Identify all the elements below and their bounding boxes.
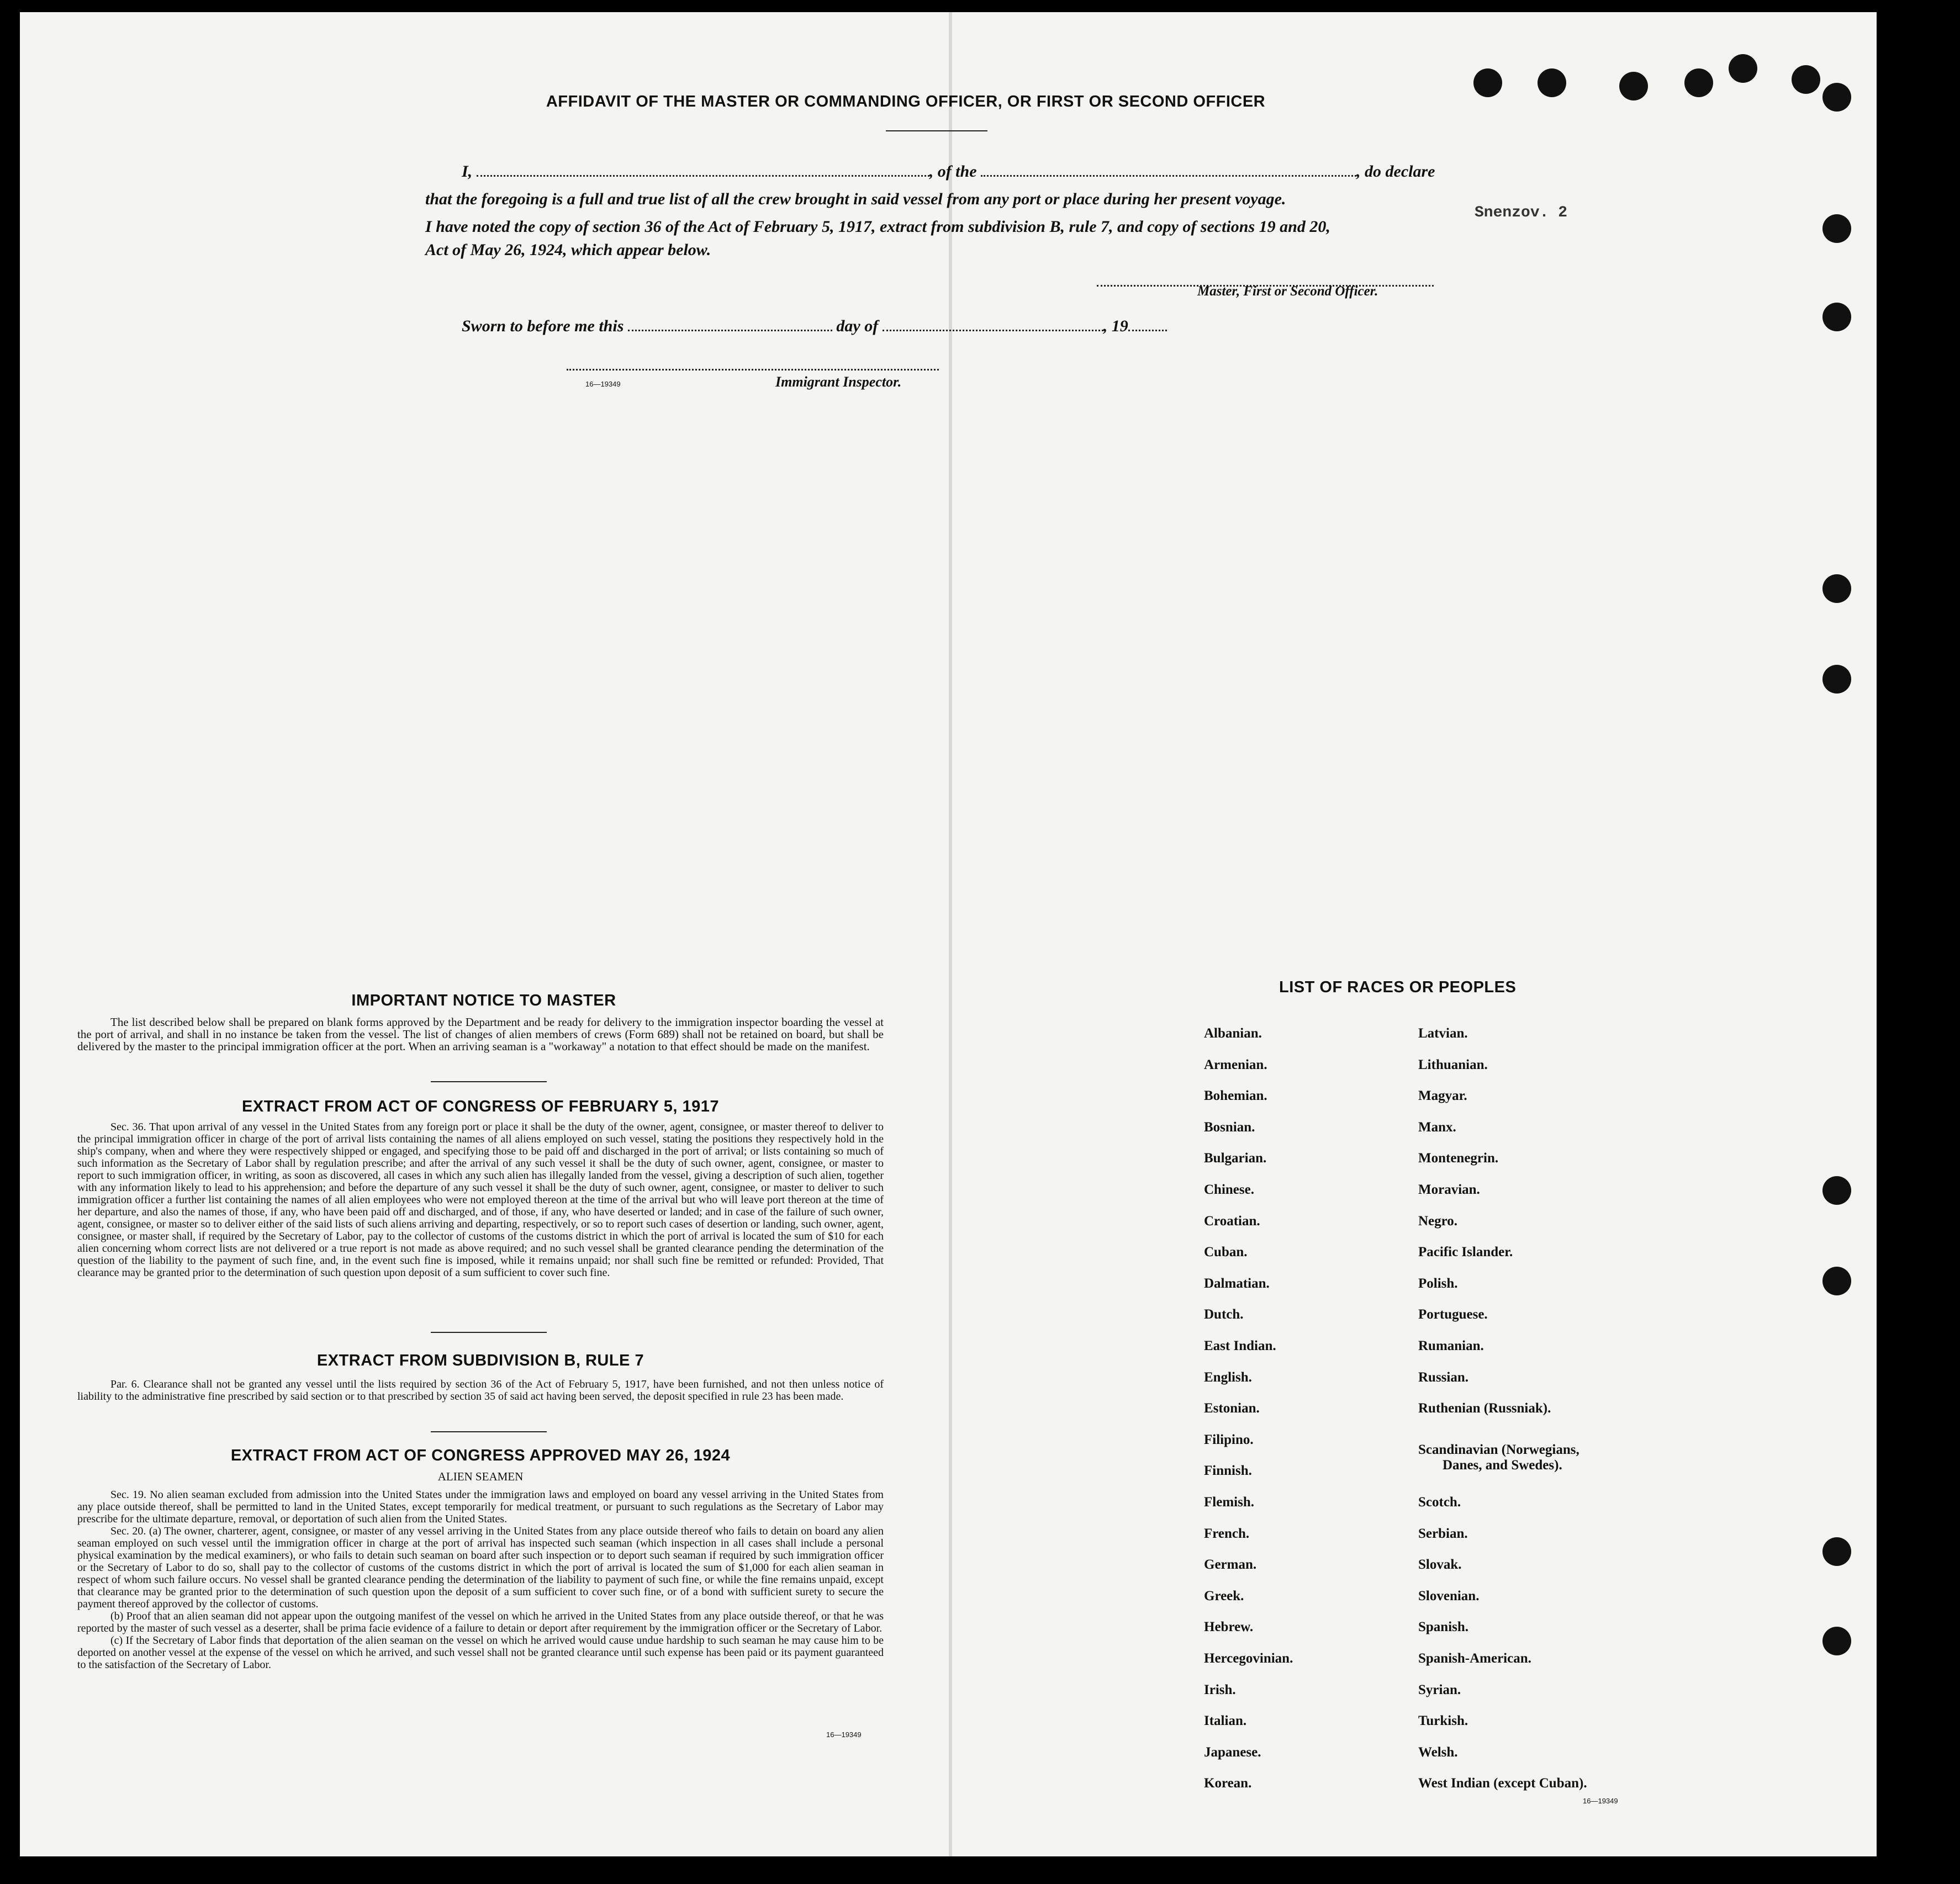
affidavit-title: AFFIDAVIT OF THE MASTER OR COMMANDING OFFICER, OR FIRST OR SECOND OFFICER — [546, 93, 1266, 110]
form-number-left: 16—19349 — [826, 1730, 862, 1739]
race-item: Filipino. — [1204, 1432, 1254, 1447]
sworn-year-field[interactable] — [1128, 319, 1167, 331]
race-item: Albanian. — [1204, 1026, 1262, 1041]
divider — [431, 1431, 547, 1432]
race-item: English. — [1204, 1369, 1252, 1385]
sec20b-text: (b) Proof that an alien seaman did not appear upon the outgoing manifest of the vessel on which he arrived in the United States from any place outside thereof, or that he was reported by the master of such vessel as a deserter, shall be prima facie evidence of a failure to detain or deport after requirement by the immigration officer or the Secretary of Labor. — [77, 1610, 884, 1634]
extract-1924-title: EXTRACT FROM ACT OF CONGRESS APPROVED MAY 26, 1924 — [230, 1447, 731, 1464]
race-item: Slovenian. — [1418, 1588, 1480, 1603]
race-item: Armenian. — [1204, 1057, 1267, 1072]
race-item: Turkish. — [1418, 1713, 1468, 1729]
race-item: German. — [1204, 1557, 1257, 1573]
race-item: Syrian. — [1418, 1682, 1461, 1697]
sworn-month-field[interactable] — [883, 319, 1103, 331]
race-item: Finnish. — [1204, 1463, 1252, 1479]
declaration-line-4: Act of May 26, 1924, which appear below. — [425, 241, 711, 259]
race-item: Magyar. — [1418, 1088, 1467, 1104]
punch-hole — [1822, 574, 1851, 603]
inspector-signature-line[interactable] — [567, 369, 939, 371]
sec20c-text: (c) If the Secretary of Labor finds that deportation of the alien seaman on the vessel on which he arrived would cause undue hardship to such seaman he may cause him to be deported on another vessel at the expense of the vessel on which he arrived, and such vessel shall not be granted clearance until such expense has been paid or its payment guaranteed to the satisfaction of the Secretary of Labor. — [77, 1634, 884, 1671]
sworn-day-field[interactable] — [628, 319, 832, 331]
race-item: Ruthenian (Russniak). — [1418, 1401, 1551, 1416]
divider — [431, 1081, 547, 1082]
declaration-line-2: that the foregoing is a full and true list of all the crew brought in said vessel from any port or place during her present voyage. — [425, 190, 1286, 208]
race-item: Italian. — [1204, 1713, 1247, 1729]
punch-hole — [1684, 68, 1713, 97]
race-item: Moravian. — [1418, 1182, 1480, 1197]
race-item: Welsh. — [1418, 1744, 1458, 1760]
master-label: Master, First or Second Officer. — [1197, 284, 1378, 299]
race-item: Flemish. — [1204, 1495, 1254, 1510]
race-item: Rumanian. — [1418, 1338, 1484, 1353]
race-item: Scotch. — [1418, 1495, 1461, 1510]
race-item: West Indian (except Cuban). — [1418, 1776, 1587, 1791]
declaration-line-3: I have noted the copy of section 36 of the Act of February 5, 1917, extract from subdivision B, rule 7, and copy of sections 19 and 20, — [425, 218, 1330, 236]
race-item: Slovak. — [1418, 1557, 1462, 1573]
race-item: Japanese. — [1204, 1744, 1261, 1760]
race-item: Serbian. — [1418, 1526, 1468, 1541]
punch-hole — [1792, 65, 1820, 94]
race-item: Chinese. — [1204, 1182, 1254, 1197]
race-item: Latvian. — [1418, 1026, 1468, 1041]
race-item: Spanish-American. — [1418, 1651, 1531, 1666]
race-item: Spanish. — [1418, 1620, 1469, 1635]
race-item: Dalmatian. — [1204, 1276, 1270, 1291]
punch-hole — [1822, 665, 1851, 694]
ink-stamp: Snenzov. 2 — [1475, 204, 1568, 221]
race-item: Irish. — [1204, 1682, 1236, 1697]
form-number-right: 16—19349 — [1583, 1797, 1618, 1805]
notice-text: The list described below shall be prepared on blank forms approved by the Department and be ready for delivery to the immigration inspector boarding the vessel at the port of arrival, and shall in no instance be taken from the vessel. The list of changes of alien members of crews (Form 689) shall not be retained on board, but shall be delivered by the master to the principal immigration officer at the port. When an arriving seaman is a "workaway" a notation to that effect should be made on the manifest. — [77, 1015, 884, 1053]
race-item: Bulgarian. — [1204, 1151, 1267, 1166]
punch-hole — [1473, 68, 1502, 97]
sec19-text: Sec. 19. No alien seaman excluded from admission into the United States under the immigration laws and employed on board any vessel arriving in the United States from any place outside thereof, shall be permitted to land in the United States, except temporarily for medical treatment, or pursuant to such regulations as the Secretary of Labor may prescribe for the ultimate departure, removal, or deportation of such alien from the United States. — [77, 1489, 884, 1525]
extract-1917-text: Sec. 36. That upon arrival of any vessel in the United States from any foreign port or place it shall be the duty of the owner, agent, consignee, or master thereof to deliver to the principal immigration officer in charge of the port of arrival lists containing the names of all aliens employed on such vessel, stating the positions they respectively hold in the ship's company, when and where they were respectively shipped or engaged, and specifying those to be paid off and discharged in the port of arrival; or lists containing so much of such information as the Secretary of Labor shall by regulation prescribe; and after the arrival of any such vessel it shall be the duty of such owner, agent, consignee, or master to report to such immigration officer, in writing, as soon as discovered, all cases in which any such alien has illegally landed from the vessel, giving a description of such alien, together with any information likely to lead to his apprehension; and before the departure of any such vessel it shall be the duty of such owner, agent, consignee, or master to deliver to such immigration officer a further list containing the names of all alien employees who were not employed thereon at the time of the arrival but who will leave port thereon at the time of her departure, and also the names of those, if any, who have been paid off and discharged, and of those, if any, who have deserted or landed; and in case of the failure of such owner, agent, consignee, or master so to deliver either of the said lists of such aliens arriving and departing, respectively, or so to report such cases of desertion or landing, such owner, agent, consignee, or master shall, if required by the Secretary of Labor, pay to the collector of customs of the customs district in which the port of arrival is located the sum of $10 for each alien concerning whom correct lists are not delivered or a true report is not made as above required; and no such vessel shall be granted clearance pending the determination of the question of the liability to the payment of such fine, and, in the event such fine is imposed, while it remains unpaid; nor shall such fine be remitted or refunded: Provided, That clearance may be granted prior to the determination of such question upon deposit of a sum sufficient to cover such fine. — [77, 1121, 884, 1279]
race-item: Estonian. — [1204, 1401, 1260, 1416]
declaration-line-1: I, , of the , do declare — [462, 162, 1435, 181]
alien-seamen-subtitle: ALIEN SEAMEN — [437, 1470, 524, 1483]
race-item: Negro. — [1418, 1213, 1458, 1229]
page-fold — [949, 12, 952, 1856]
race-item: French. — [1204, 1526, 1250, 1541]
race-item: Bosnian. — [1204, 1119, 1255, 1135]
race-item: Portuguese. — [1418, 1307, 1488, 1322]
extract-1917-title: EXTRACT FROM ACT OF CONGRESS OF FEBRUARY 5, 1917 — [241, 1098, 720, 1115]
name-field[interactable] — [477, 164, 929, 177]
punch-hole — [1822, 83, 1851, 112]
race-item: Dutch. — [1204, 1307, 1244, 1322]
punch-hole — [1822, 1176, 1851, 1205]
sworn-line: Sworn to before me this day of , 19 — [462, 313, 1235, 340]
notice-title: IMPORTANT NOTICE TO MASTER — [351, 992, 616, 1009]
race-item: Hebrew. — [1204, 1620, 1254, 1635]
punch-hole — [1619, 72, 1648, 100]
rule7-text: Par. 6. Clearance shall not be granted any vessel until the lists required by section 36 of the Act of February 5, 1917, have been furnished, and not then unless notice of liability to the administrative fine prescribed by said section or to that prescribed by section 35 of said act having been served, the deposit specified in rule 23 has been made. — [77, 1378, 884, 1403]
race-item: Greek. — [1204, 1588, 1244, 1603]
extract-1924-text — [77, 1489, 884, 1671]
rule7-title: EXTRACT FROM SUBDIVISION B, RULE 7 — [316, 1352, 644, 1369]
punch-hole — [1538, 68, 1566, 97]
punch-hole — [1822, 1267, 1851, 1295]
title-underline — [886, 130, 987, 131]
race-item: Pacific Islander. — [1418, 1245, 1513, 1260]
race-item: Manx. — [1418, 1119, 1456, 1135]
race-item: Montenegrin. — [1418, 1151, 1499, 1166]
punch-hole — [1822, 303, 1851, 331]
race-item: Korean. — [1204, 1776, 1252, 1791]
race-item: Cuban. — [1204, 1245, 1248, 1260]
race-item: Lithuanian. — [1418, 1057, 1488, 1072]
sec20a-text: Sec. 20. (a) The owner, charterer, agent, consignee, or master of any vessel arriving in the United States from any place outside thereof who fails to detain on board any alien seaman employed on such vessel until the immigration officer in charge at the port of arrival has inspected such seaman (which inspection in all cases shall include a personal physical examination by the medical examiners), or who fails to detain such seaman on board after such inspection or to deport such seaman if required by such immigration officer or the Secretary of Labor to do so, shall pay to the collector of customs of the customs district in which the port of arrival is located the sum of $1,000 for each alien seaman in respect of whom such failure occurs. No vessel shall be granted clearance pending the determination of the liability to payment of such fine, or while the fine remains unpaid, except that clearance may be granted prior to the determination of such question upon the deposit of a sum sufficient to cover such fine, or of a bond with sufficient surety to secure the payment thereof approved by the collector of customs. — [77, 1525, 884, 1610]
race-item: Hercegovinian. — [1204, 1651, 1293, 1666]
race-item: Danes, and Swedes). — [1443, 1457, 1562, 1473]
race-item: Russian. — [1418, 1369, 1469, 1385]
punch-hole — [1822, 1627, 1851, 1655]
vessel-field[interactable] — [981, 164, 1356, 177]
race-item: Bohemian. — [1204, 1088, 1267, 1104]
inspector-label: Immigrant Inspector. — [775, 374, 902, 390]
punch-hole — [1822, 1537, 1851, 1566]
race-item: Scandinavian (Norwegians, — [1418, 1442, 1579, 1457]
divider — [431, 1332, 547, 1333]
races-title: LIST OF RACES OR PEOPLES — [1279, 978, 1517, 996]
punch-hole — [1729, 54, 1757, 83]
race-item: Croatian. — [1204, 1213, 1260, 1229]
race-item: Polish. — [1418, 1276, 1458, 1291]
punch-hole — [1822, 214, 1851, 243]
race-item: East Indian. — [1204, 1338, 1276, 1353]
form-number-top: 16—19349 — [585, 380, 621, 388]
